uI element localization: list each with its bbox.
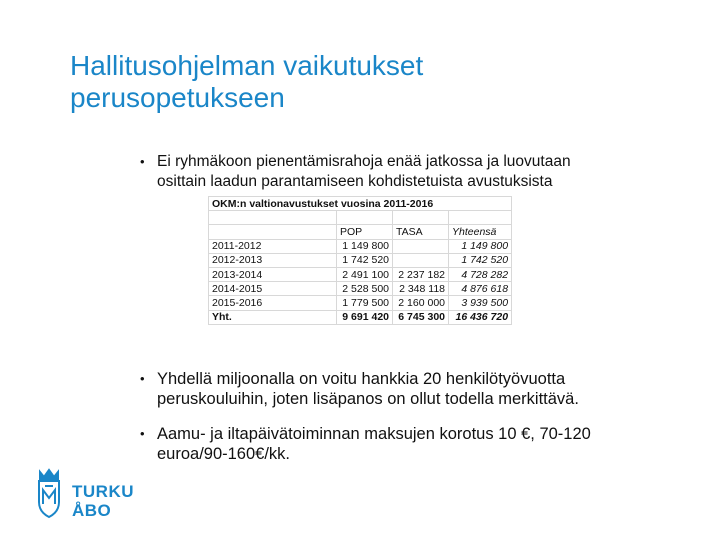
bullet-dot: • — [140, 371, 145, 386]
bullet-text-line-1: Aamu- ja iltapäivätoiminnan maksujen korotus 10 €, 70-120 — [157, 425, 591, 443]
table-cell-pop: 2 528 500 — [337, 282, 393, 296]
table-cell-year: 2012-2013 — [209, 253, 337, 267]
logo-line-turku: TURKU — [72, 482, 134, 501]
table-cell-total: 4 876 618 — [449, 282, 512, 296]
bullet-text-line-2: osittain laadun parantamiseen kohdistetuista avustuksista — [157, 173, 553, 190]
table-cell-year: 2015-2016 — [209, 296, 337, 310]
bullet-item — [140, 424, 660, 464]
table-cell-year: 2014-2015 — [209, 282, 337, 296]
table-header-cell: Yhteensä — [449, 225, 512, 239]
slide-title-line-1: Hallitusohjelman vaikutukset — [70, 50, 424, 81]
table-cell-total: 16 436 720 — [449, 310, 512, 324]
table-cell-tasa: 2 237 182 — [393, 267, 449, 281]
table-cell-pop: 9 691 420 — [337, 310, 393, 324]
table-header-cell: POP — [337, 225, 393, 239]
bullet-text-line-2: peruskouluihin, joten lisäpanos on ollut todella merkittävä. — [157, 390, 579, 408]
table-cell-total: 1 742 520 — [449, 253, 512, 267]
table-cell-tasa: 6 745 300 — [393, 310, 449, 324]
slide-title — [70, 50, 670, 114]
bullet-item — [140, 369, 660, 409]
table-cell-tasa — [393, 253, 449, 267]
table-cell-total: 1 149 800 — [449, 239, 512, 253]
table-row — [209, 296, 512, 310]
bullet-text-line-1: Yhdellä miljoonalla on voitu hankkia 20 henkilötyövuotta — [157, 370, 566, 388]
table-row — [209, 282, 512, 296]
table-row — [209, 253, 512, 267]
table-cell-year: Yht. — [209, 310, 337, 324]
table-cell-total: 3 939 500 — [449, 296, 512, 310]
table-header-cell: TASA — [393, 225, 449, 239]
table-empty-row — [209, 211, 512, 225]
funding-table-grid — [208, 196, 512, 325]
table-total-row — [209, 310, 512, 324]
table-cell-tasa — [393, 239, 449, 253]
table-title: OKM:n valtionavustukset vuosina 2011-2016 — [209, 197, 512, 211]
table-cell-pop: 1 742 520 — [337, 253, 393, 267]
table-cell-total: 4 728 282 — [449, 267, 512, 281]
table-cell-pop: 1 779 500 — [337, 296, 393, 310]
turku-abo-logo — [72, 482, 134, 520]
table-cell-year: 2013-2014 — [209, 267, 337, 281]
logo-line-abo: ÅBO — [72, 501, 112, 520]
table-row — [209, 267, 512, 281]
table-cell-pop: 1 149 800 — [337, 239, 393, 253]
bullet-item — [140, 152, 660, 192]
bullet-text-line-2: euroa/90-160€/kk. — [157, 445, 291, 463]
table-row — [209, 239, 512, 253]
table-cell-year: 2011-2012 — [209, 239, 337, 253]
bullet-text-line-1: Ei ryhmäkoon pienentämisrahoja enää jatkossa ja luovutaan — [157, 153, 571, 170]
table-cell-pop: 2 491 100 — [337, 267, 393, 281]
bullet-dot: • — [140, 426, 145, 441]
slide-title-line-2: perusopetukseen — [70, 82, 285, 113]
table-cell-tasa: 2 348 118 — [393, 282, 449, 296]
table-cell-tasa: 2 160 000 — [393, 296, 449, 310]
table-header-cell — [209, 225, 337, 239]
funding-table — [208, 196, 511, 342]
table-header-row — [209, 225, 512, 239]
table-title-row — [209, 197, 512, 211]
bullet-dot: • — [140, 154, 145, 169]
